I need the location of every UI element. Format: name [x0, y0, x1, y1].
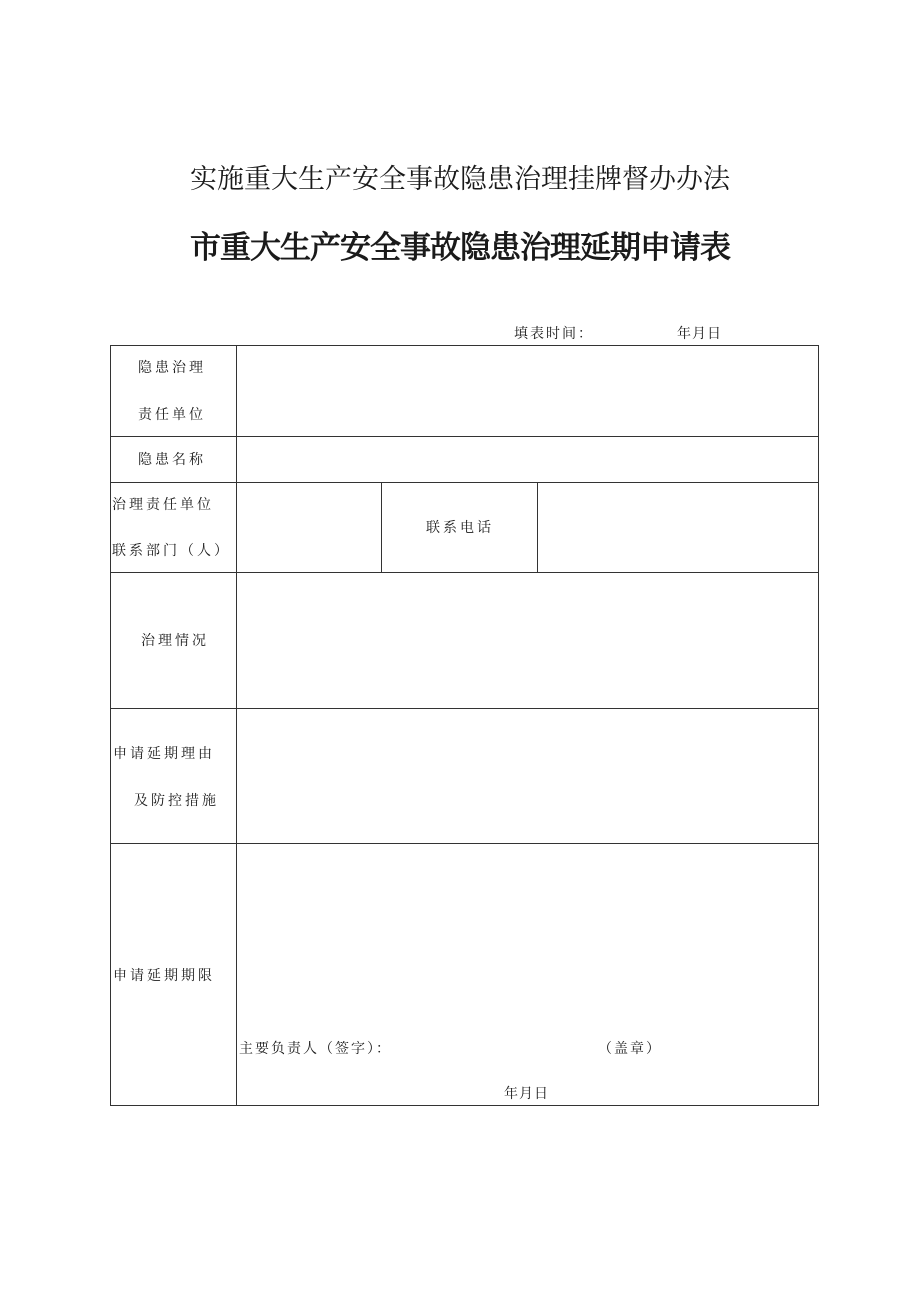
hazard-name-value-cell[interactable] — [237, 437, 818, 482]
fill-time-date: 年月日 — [677, 326, 722, 342]
status-value-cell[interactable] — [237, 573, 818, 708]
phone-value-cell[interactable] — [538, 483, 818, 572]
contact-label-line1: 治理责任单位 — [112, 497, 214, 513]
document-title-line1: 实施重大生产安全事故隐患治理挂牌督办办法 — [190, 164, 730, 195]
seal-label: （盖章） — [598, 1041, 662, 1057]
fill-time-label: 填表时间： — [514, 326, 594, 342]
fill-time — [514, 324, 722, 344]
contact-value-cell[interactable] — [237, 483, 381, 572]
unit-label-line2: 责任单位 — [138, 407, 206, 423]
hazard-name-label: 隐患名称 — [138, 452, 206, 468]
deadline-label: 申请延期期限 — [113, 968, 215, 984]
table-border-left — [110, 345, 111, 1106]
contact-label-line2: 联系部门（人） — [112, 543, 231, 559]
unit-label-line1: 隐患治理 — [138, 360, 206, 376]
unit-value-cell[interactable] — [237, 346, 818, 436]
signature-label: 主要负责人（签字）： — [239, 1041, 392, 1057]
sign-date: 年月日 — [504, 1086, 549, 1102]
reason-value-cell[interactable] — [237, 709, 818, 843]
deadline-value-cell[interactable] — [237, 844, 818, 1024]
table-column-divider — [381, 482, 382, 573]
reason-label-line2: 及防控措施 — [134, 793, 219, 809]
status-label: 治理情况 — [141, 633, 209, 649]
phone-label: 联系电话 — [426, 520, 494, 536]
document-title-line2: 市重大生产安全事故隐患治理延期申请表 — [190, 230, 730, 266]
table-border-right — [818, 345, 819, 1106]
reason-label-line1: 申请延期理由 — [113, 746, 215, 762]
table-border-bottom — [110, 1105, 819, 1106]
